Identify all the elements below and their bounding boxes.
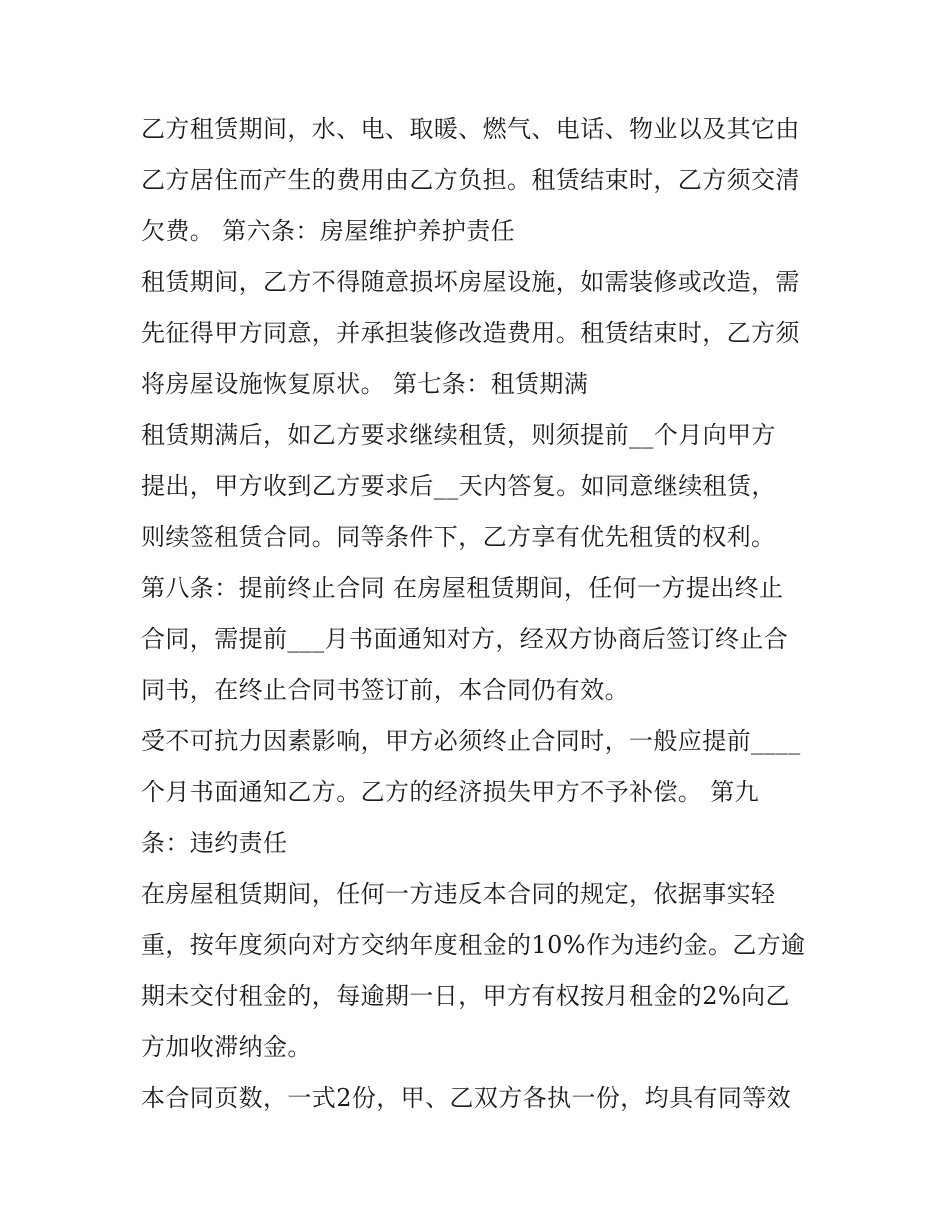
text-line: 同书，在终止合同书签订前，本合同仍有效。 bbox=[141, 676, 629, 704]
text-line: 重，按年度须向对方交纳年度租金的10%作为违约金。乙方逾 bbox=[141, 931, 806, 959]
text-line: 个月书面通知乙方。乙方的经济损失甲方不予补偿。 第九 bbox=[141, 778, 760, 806]
text-line: 先征得甲方同意，并承担装修改造费用。租赁结束时，乙方须 bbox=[141, 319, 800, 347]
text-line: 乙方居住而产生的费用由乙方负担。租赁结束时，乙方须交清 bbox=[141, 166, 800, 194]
text-line: 期未交付租金的，每逾期一日，甲方有权按月租金的2%向乙 bbox=[141, 982, 790, 1010]
text-line: 合同，需提前___月书面通知对方，经双方协商后签订终止合 bbox=[141, 625, 789, 653]
text-line: 租赁期满后，如乙方要求继续租赁，则须提前__个月向甲方 bbox=[141, 421, 776, 449]
text-line: 将房屋设施恢复原状。 第七条：租赁期满 bbox=[141, 370, 589, 398]
text-line: 则续签租赁合同。同等条件下，乙方享有优先租赁的权利。 bbox=[141, 523, 776, 551]
text-line: 欠费。 第六条：房屋维护养护责任 bbox=[141, 217, 516, 245]
text-line: 受不可抗力因素影响，甲方必须终止合同时，一般应提前____ bbox=[141, 727, 801, 755]
text-line: 本合同页数，一式2份，甲、乙双方各执一份，均具有同等效 bbox=[141, 1084, 792, 1112]
text-line: 租赁期间，乙方不得随意损坏房屋设施，如需装修或改造，需 bbox=[141, 268, 800, 296]
text-line: 乙方租赁期间，水、电、取暖、燃气、电话、物业以及其它由 bbox=[141, 115, 800, 143]
text-line: 在房屋租赁期间，任何一方违反本合同的规定，依据事实轻 bbox=[141, 880, 776, 908]
text-line: 条：违约责任 bbox=[141, 829, 288, 857]
text-line: 第八条：提前终止合同 在房屋租赁期间，任何一方提出终止 bbox=[141, 574, 784, 602]
text-line: 方加收滞纳金。 bbox=[141, 1033, 312, 1061]
text-line: 提出，甲方收到乙方要求后__天内答复。如同意继续租赁， bbox=[141, 472, 776, 500]
